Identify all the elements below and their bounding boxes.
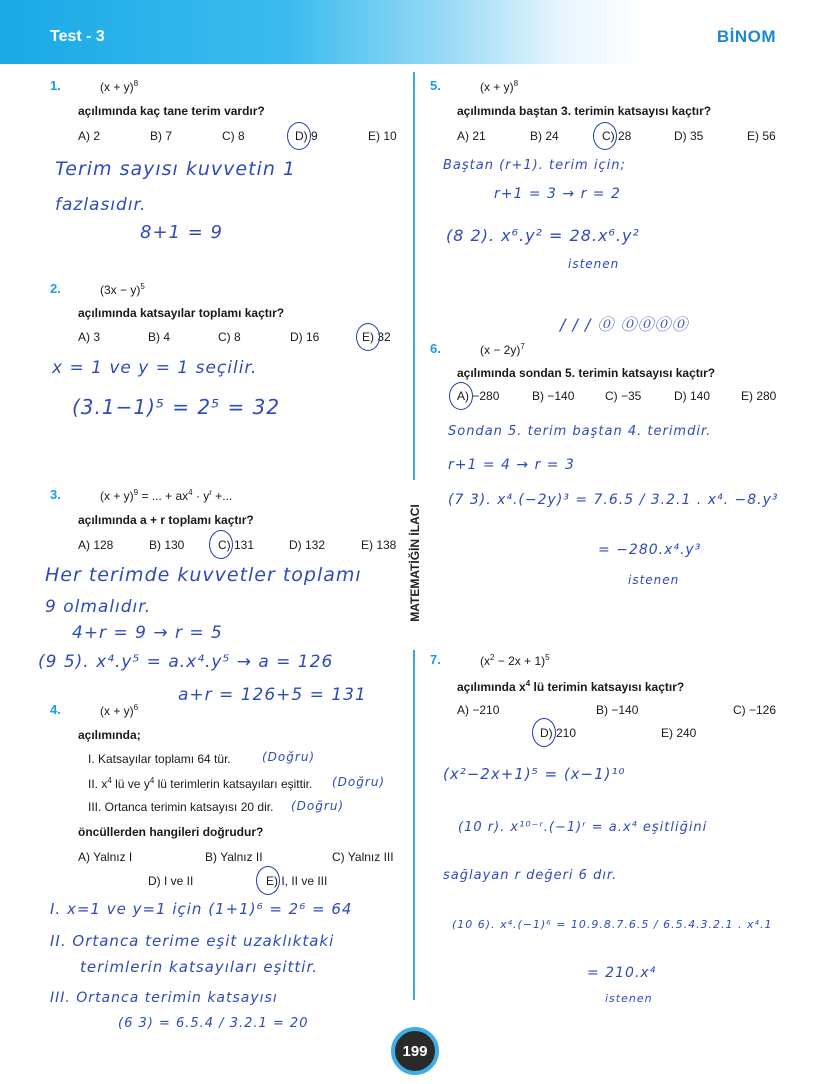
q6-option-a[interactable]: A) −280 <box>457 389 500 403</box>
q4-hw-line2: II. Ortanca terime eşit uzaklıktaki <box>50 932 335 950</box>
q3-hw-line3: 4+r = 9 → r = 5 <box>72 623 223 643</box>
q2-number: 2. <box>50 281 61 296</box>
q1-hw-line1: Terim sayısı kuvvetin 1 <box>55 158 296 180</box>
q2-question: açılımında katsayılar toplamı kaçtır? <box>78 306 285 320</box>
q4-hw-line4: III. Ortanca terimin katsayısı <box>50 990 278 1006</box>
q2-hw-line1: x = 1 ve y = 1 seçilir. <box>52 358 258 378</box>
q5-question: açılımında baştan 3. terimin katsayısı kaçtır? <box>457 104 712 118</box>
q6-option-d[interactable]: D) 140 <box>674 389 711 403</box>
q5-number: 5. <box>430 78 441 93</box>
q3-hw-line1: Her terimde kuvvetler toplamı <box>45 564 362 586</box>
q7-question: açılımında $x^4$ lü terimin katsayısı kaçtır? <box>457 679 685 694</box>
q6-option-b[interactable]: B) −140 <box>532 389 575 403</box>
q2-option-c[interactable]: C) 8 <box>218 330 241 344</box>
q2-answer-circle <box>356 323 380 351</box>
q4-option-b[interactable]: B) Yalnız II <box>205 850 263 864</box>
q4-mark-2: (Doğru) <box>332 775 386 789</box>
q5-hw-line1: Baştan (r+1). terim için; <box>443 158 626 173</box>
brand-vertical: MATEMATİĞİN İLACI <box>408 504 422 622</box>
q7-option-c[interactable]: C) −126 <box>733 703 777 717</box>
q6-number: 6. <box>430 341 441 356</box>
test-label: Test - 3 <box>50 28 105 45</box>
q7-option-a[interactable]: A) −210 <box>457 703 500 717</box>
q5-option-c[interactable]: C) 28 <box>602 129 632 143</box>
q7-hw-line3: sağlayan r değeri 6 dır. <box>443 868 618 883</box>
q4-expression: $(x + y)^6$ <box>100 703 139 718</box>
q5-option-b[interactable]: B) 24 <box>530 129 559 143</box>
q2-option-b[interactable]: B) 4 <box>148 330 171 344</box>
q6-option-e[interactable]: E) 280 <box>741 389 777 403</box>
q7-expression: $(x^2 - 2x + 1)^5$ <box>480 653 550 668</box>
q5-option-e[interactable]: E) 56 <box>747 129 776 143</box>
q5-option-d[interactable]: D) 35 <box>674 129 704 143</box>
q1-hw-line3: 8+1 = 9 <box>140 222 223 243</box>
q1-expression: $(x + y)^8$ <box>100 79 139 94</box>
page-number-badge: 199 <box>391 1027 439 1075</box>
q1-option-b[interactable]: B) 7 <box>150 129 173 143</box>
q3-expression: $(x + y)^9$ = ... + $ax^4 \cdot y^r$ +... <box>100 488 233 503</box>
q3-hw-line4: (9 5). x⁴.y⁵ = a.x⁴.y⁵ → a = 126 <box>38 652 334 672</box>
q5-expression: $(x + y)^8$ <box>480 79 519 94</box>
q6-hw-counting: / / / ⓪ ⓪⓪⓪⓪ <box>560 315 689 334</box>
q3-answer-circle <box>209 530 233 559</box>
q1-answer-circle <box>287 122 311 150</box>
q6-question: açılımında sondan 5. terimin katsayısı kaçtır? <box>457 366 716 380</box>
q7-hw-line6: istenen <box>605 992 653 1005</box>
q4-intro: açılımında; <box>78 728 141 742</box>
q2-option-a[interactable]: A) 3 <box>78 330 101 344</box>
q5-hw-line3: (8 2). x⁶.y² = 28.x⁶.y² <box>446 226 640 245</box>
q1-hw-line2: fazlasıdır. <box>55 195 147 215</box>
q1-option-e[interactable]: E) 10 <box>368 129 397 143</box>
q2-option-d[interactable]: D) 16 <box>290 330 320 344</box>
q3-question: açılımında a + r toplamı kaçtır? <box>78 513 254 527</box>
q4-item-3: III. Ortanca terimin katsayısı 20 dir. <box>88 800 274 814</box>
subject-label: BİNOM <box>716 27 776 46</box>
q4-mark-3: (Doğru) <box>291 799 345 813</box>
q3-option-b[interactable]: B) 130 <box>149 538 185 552</box>
q4-item-1: I. Katsayılar toplamı 64 tür. <box>88 752 231 766</box>
q7-hw-line4: (10 6). x⁴.(−1)⁶ = 10.9.8.7.6.5 / 6.5.4.3.2.1 . x⁴.1 <box>452 918 773 931</box>
q2-hw-line2: (3.1−1)⁵ = 2⁵ = 32 <box>72 395 281 419</box>
q3-number: 3. <box>50 487 61 502</box>
q1-option-c[interactable]: C) 8 <box>222 129 245 143</box>
q6-hw-line4: = −280.x⁴.y³ <box>598 542 702 558</box>
q3-option-e[interactable]: E) 138 <box>361 538 397 552</box>
q7-hw-line2: (10 r). x¹⁰⁻ʳ.(−1)ʳ = a.x⁴ eşitliğini <box>458 820 708 835</box>
q1-option-d[interactable]: D) 9 <box>295 129 318 143</box>
header-bar <box>0 0 828 64</box>
q1-option-a[interactable]: A) 2 <box>78 129 101 143</box>
column-divider-lower <box>413 650 415 1000</box>
q4-hw-line5: (6 3) = 6.5.4 / 3.2.1 = 20 <box>118 1016 309 1031</box>
q4-number: 4. <box>50 702 61 717</box>
q7-number: 7. <box>430 652 441 667</box>
column-divider <box>413 72 415 480</box>
q6-hw-line5: istenen <box>628 573 680 587</box>
q4-question: öncüllerden hangileri doğrudur? <box>78 825 264 839</box>
q7-option-d[interactable]: D) 210 <box>540 726 577 740</box>
q7-option-e[interactable]: E) 240 <box>661 726 697 740</box>
q4-item-2: II. $x^4$ lü ve $y^4$ lü terimlerin katsayıları eşittir. <box>88 776 313 791</box>
q5-hw-line2: r+1 = 3 → r = 2 <box>494 186 621 202</box>
q4-hw-line1: I. x=1 ve y=1 için (1+1)⁶ = 2⁶ = 64 <box>50 900 353 918</box>
q4-option-e[interactable]: E) I, II ve III <box>266 874 328 888</box>
q3-hw-line2: 9 olmalıdır. <box>45 597 152 617</box>
q1-number: 1. <box>50 78 61 93</box>
q2-option-e[interactable]: E) 32 <box>362 330 391 344</box>
q7-hw-line5: = 210.x⁴ <box>587 965 657 981</box>
q7-hw-line1: (x²−2x+1)⁵ = (x−1)¹⁰ <box>443 765 626 783</box>
q6-answer-circle <box>449 382 473 410</box>
q6-expression: $(x - 2y)^7$ <box>480 342 525 357</box>
q4-option-a[interactable]: A) Yalnız I <box>78 850 133 864</box>
q2-expression: $(3x - y)^5$ <box>100 282 145 297</box>
q4-option-d[interactable]: D) I ve II <box>148 874 194 888</box>
q6-option-c[interactable]: C) −35 <box>605 389 642 403</box>
q4-hw-line3: terimlerin katsayıları eşittir. <box>80 958 319 976</box>
q4-answer-circle <box>256 866 280 895</box>
q6-hw-line1: Sondan 5. terim baştan 4. terimdir. <box>448 424 712 439</box>
q1-question: açılımında kaç tane terim vardır? <box>78 104 265 118</box>
q4-mark-1: (Doğru) <box>262 750 316 764</box>
q5-option-a[interactable]: A) 21 <box>457 129 486 143</box>
q4-option-c[interactable]: C) Yalnız III <box>332 850 394 864</box>
q6-hw-line2: r+1 = 4 → r = 3 <box>448 457 575 473</box>
q7-option-b[interactable]: B) −140 <box>596 703 639 717</box>
q3-option-d[interactable]: D) 132 <box>289 538 326 552</box>
q7-answer-circle <box>532 718 556 747</box>
q3-option-a[interactable]: A) 128 <box>78 538 114 552</box>
q3-hw-line5: a+r = 126+5 = 131 <box>178 685 367 705</box>
q3-option-c[interactable]: C) 131 <box>218 538 255 552</box>
q5-answer-circle <box>593 122 617 150</box>
q6-hw-line3: (7 3). x⁴.(−2y)³ = 7.6.5 / 3.2.1 . x⁴. −8.y³ <box>448 492 779 508</box>
q5-hw-line4: istenen <box>568 257 620 271</box>
